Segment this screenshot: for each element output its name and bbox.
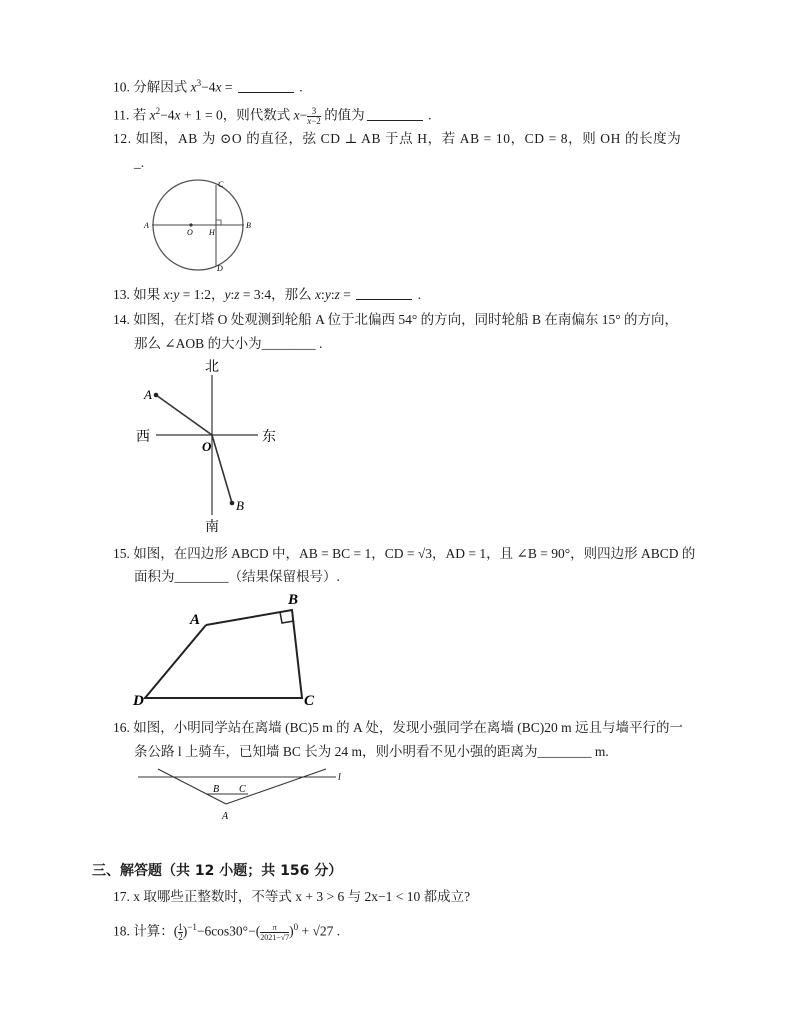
question-12-line1: 12. 如图，AB 为 ⊙O 的直径，弦 CD ⊥ AB 于点 H，若 AB = 10，CD = 8，则 OH 的长度为 <box>113 131 682 146</box>
question-12-line2: _. <box>134 155 145 170</box>
east-label: 东 <box>262 430 276 445</box>
question-13: 13. 如果 x:y = 1:2，y:z = 3:4，那么 x:y:z = . <box>113 287 421 302</box>
wall-B-label: B <box>213 784 220 795</box>
question-17: 17. x 取哪些正整数时，不等式 x + 3 > 6 与 2x−1 < 10 都成立? <box>113 889 471 904</box>
point-A-label: A <box>222 811 229 822</box>
question-14-line2: 那么 ∠AOB 的大小为________ . <box>134 336 323 351</box>
compass-figure <box>132 355 292 535</box>
quadrilateral-figure <box>130 588 330 713</box>
point-B-label: B <box>236 498 244 513</box>
west-label: 西 <box>136 430 150 445</box>
south-label: 南 <box>205 520 219 535</box>
question-10: 10. 分解因式 $x^3-4x$ = . <box>113 78 303 95</box>
road-l-label: l <box>338 772 341 783</box>
label-D: D <box>217 264 223 273</box>
question-15-line2: 面积为________（结果保留根号）. <box>134 569 340 584</box>
vertex-A-label: A <box>190 612 201 628</box>
north-label: 北 <box>205 360 219 375</box>
question-14-line1: 14. 如图，在灯塔 O 处观测到轮船 A 位于北偏西 54° 的方向，同时轮船 B 在南偏东 15° 的方向， <box>113 312 679 327</box>
question-15-line1: 15. 如图，在四边形 ABCD 中，AB = BC = 1，CD = √3，AD = 1，且 ∠B = 90°，则四边形 ABCD 的 <box>113 546 696 561</box>
point-O-label: O <box>202 439 212 454</box>
circle-figure <box>136 175 256 275</box>
label-C: C <box>218 180 224 189</box>
wall-road-figure <box>130 764 360 826</box>
vertex-D-label: D <box>133 693 144 709</box>
point-A-label: A <box>144 387 152 402</box>
vertex-C-label: C <box>304 693 315 709</box>
vertex-B-label: B <box>288 592 299 608</box>
question-18: 18. 计算：( $\frac{1}{2}$ )$^{-1}$−6cos30°−( $\frac{\pi}{2021-√7}$ )$^0$ + √27 . <box>113 921 341 942</box>
question-16-line1: 16. 如图，小明同学站在离墙 (BC)5 m 的 A 处，发现小强同学在离墙 (BC)20 m 远且与墙平行的一 <box>113 720 684 735</box>
wall-C-label: C <box>239 784 246 795</box>
label-H: H <box>209 228 215 237</box>
section-title: 三、解答题（共 12 小题；共 156 分） <box>92 863 343 879</box>
question-16-line2: 条公路 l 上骑车，已知墙 BC 长为 24 m，则小明看不见小强的距离为________ m. <box>134 744 609 759</box>
label-B: B <box>246 221 251 230</box>
label-A: A <box>144 221 149 230</box>
question-11: 11. 若 $x^2-4x + 1 = 0$，则代数式 x− $\frac{3}{x-2}$ 的值为 . <box>113 105 432 126</box>
label-O: O <box>187 228 193 237</box>
